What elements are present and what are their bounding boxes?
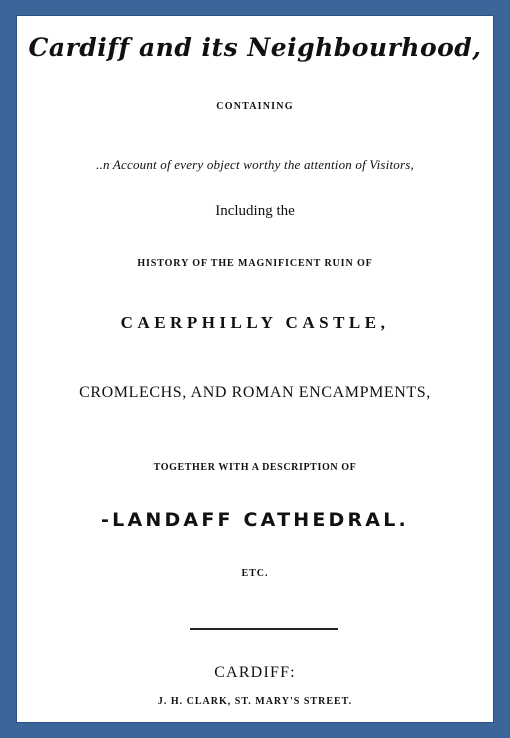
history-line: HISTORY OF THE MAGNIFICENT RUIN OF (137, 258, 373, 269)
etc-line: ETC. (241, 568, 269, 579)
account-line: ..n Account of every object worthy the attention of Visitors, (96, 157, 414, 172)
containing-line: CONTAINING (216, 101, 294, 112)
cathedral-heading: -LANDAFF CATHEDRAL. (101, 509, 409, 531)
cromlechs-line: CROMLECHS, AND ROMAN ENCAMPMENTS, (79, 384, 431, 401)
publisher-line: J. H. CLARK, ST. MARY'S STREET. (157, 696, 353, 707)
including-line: Including the (215, 203, 295, 219)
book-title: Cardiff and its Neighbourhood, (28, 33, 482, 62)
castle-heading: CAERPHILLY CASTLE, (120, 313, 390, 332)
title-page (16, 15, 494, 723)
divider-rule (190, 628, 338, 630)
imprint-place: CARDIFF: (214, 664, 296, 681)
together-line: TOGETHER WITH A DESCRIPTION OF (153, 462, 357, 473)
